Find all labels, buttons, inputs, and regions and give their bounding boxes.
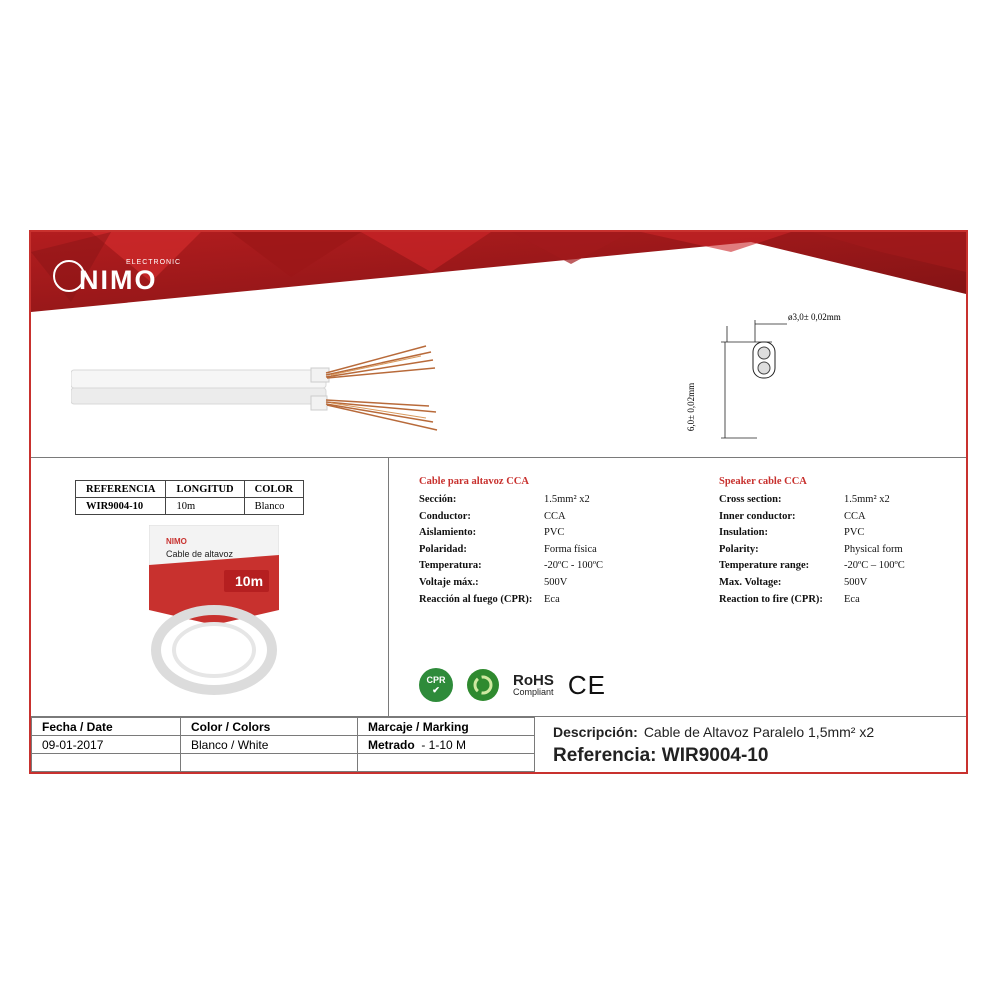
spec-value: PVC bbox=[544, 527, 565, 539]
marking-value bbox=[358, 736, 535, 754]
spec-key: Reacción al fuego (CPR): bbox=[419, 593, 533, 605]
spec-value: -20ºC – 100ºC bbox=[844, 560, 905, 572]
diameter-label: ø3,0± 0,02mm bbox=[788, 312, 841, 322]
spec-key: Sección: bbox=[419, 494, 457, 505]
colors-header: Color / Colors bbox=[181, 718, 358, 736]
description-block bbox=[553, 724, 874, 767]
empty-cell bbox=[32, 754, 181, 772]
footer-table bbox=[31, 717, 535, 772]
spec-value: PVC bbox=[844, 527, 865, 539]
cross-section-diagram bbox=[707, 312, 887, 442]
color-value: Blanco bbox=[244, 498, 304, 515]
cpr-label: CPR bbox=[426, 674, 446, 685]
color-header: COLOR bbox=[244, 481, 304, 498]
ref-value: WIR9004-10 bbox=[76, 498, 166, 515]
width-label: 6,0± 0,02mm bbox=[686, 382, 697, 432]
spec-value: Eca bbox=[844, 593, 860, 605]
spec-value: 500V bbox=[844, 576, 868, 588]
rohs-sub: Compliant bbox=[513, 687, 554, 697]
rohs-icon bbox=[513, 673, 554, 697]
spec-key: Reaction to fire (CPR): bbox=[719, 593, 823, 605]
desc-text: Cable de Altavoz Paralelo 1,5mm² x2 bbox=[643, 724, 875, 740]
marking-label: Metrado bbox=[368, 737, 415, 752]
length-value: 10m bbox=[166, 498, 244, 515]
spec-key: Temperatura: bbox=[419, 560, 482, 572]
spec-key: Voltaje máx.: bbox=[419, 576, 479, 588]
spec-key: Insulation: bbox=[719, 527, 769, 539]
spec-value: CCA bbox=[844, 510, 866, 522]
spec-key: Polarity: bbox=[719, 543, 759, 555]
spec-value: Physical form bbox=[844, 543, 903, 555]
package-length: 10m bbox=[235, 573, 264, 589]
reference-table bbox=[75, 480, 304, 515]
reference-title: Referencia: WIR9004-10 bbox=[553, 745, 769, 766]
package-brand: NIMO bbox=[166, 537, 187, 546]
spec-value: 1.5mm² x2 bbox=[844, 494, 890, 505]
brand-logo: NIMO bbox=[79, 265, 158, 295]
date-header: Fecha / Date bbox=[32, 718, 181, 736]
spec-key: Conductor: bbox=[419, 510, 471, 522]
package-title: Cable de altavoz bbox=[166, 549, 234, 559]
spec-en bbox=[719, 476, 905, 610]
spec-key: Temperature range: bbox=[719, 560, 810, 572]
product-sheet bbox=[29, 230, 968, 774]
cpr-icon: CPR ✔ bbox=[419, 668, 453, 702]
spec-key: Aislamiento: bbox=[419, 527, 477, 539]
spec-value: 1.5mm² x2 bbox=[544, 494, 590, 505]
rohs-label: RoHS bbox=[513, 672, 554, 689]
marking-range: - 1-10 M bbox=[421, 737, 467, 752]
desc-label: Descripción: bbox=[553, 724, 638, 740]
spec-key: Max. Voltage: bbox=[719, 576, 782, 588]
empty-cell bbox=[181, 754, 358, 772]
ref-header: REFERENCIA bbox=[76, 481, 166, 498]
divider bbox=[31, 457, 966, 458]
empty-cell bbox=[358, 754, 535, 772]
spec-en-title: Speaker cable CCA bbox=[719, 476, 807, 487]
spec-value: 500V bbox=[544, 576, 568, 588]
spec-value: CCA bbox=[544, 510, 566, 522]
length-header: LONGITUD bbox=[166, 481, 244, 498]
spec-key: Cross section: bbox=[719, 494, 782, 505]
spec-key: Polaridad: bbox=[419, 543, 467, 555]
spec-es-title: Cable para altavoz CCA bbox=[419, 476, 529, 487]
spec-key: Inner conductor: bbox=[719, 510, 796, 522]
marking-header: Marcaje / Marking bbox=[358, 718, 535, 736]
cable-image bbox=[71, 342, 451, 442]
spec-es bbox=[419, 476, 603, 610]
recycle-icon bbox=[467, 669, 499, 701]
ce-icon: CE bbox=[567, 669, 606, 700]
spec-value: Eca bbox=[544, 593, 560, 605]
certifications bbox=[419, 668, 606, 702]
date-value: 09-01-2017 bbox=[32, 736, 181, 754]
header-banner bbox=[31, 232, 966, 320]
spec-value: -20ºC - 100ºC bbox=[544, 560, 604, 572]
spec-value: Forma física bbox=[544, 543, 597, 555]
colors-value: Blanco / White bbox=[181, 736, 358, 754]
brand-sub: ELECTRONIC bbox=[126, 259, 182, 266]
divider bbox=[388, 458, 389, 716]
